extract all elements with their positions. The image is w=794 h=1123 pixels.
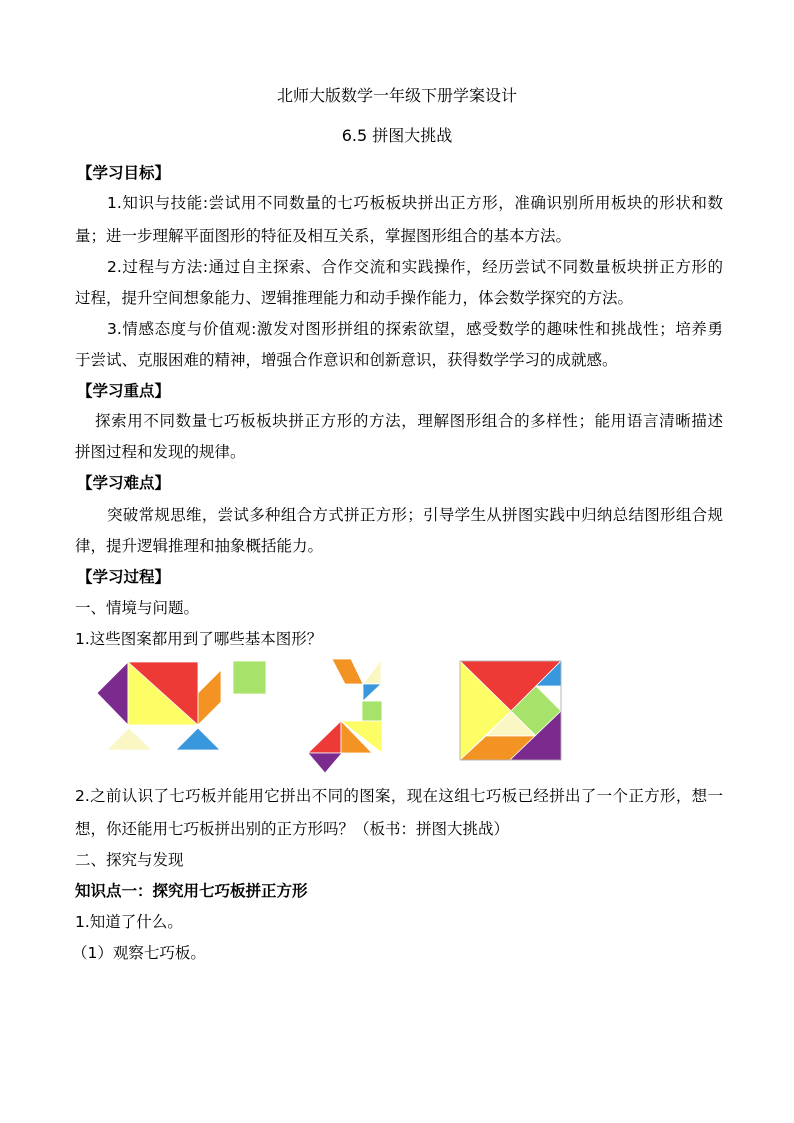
question-2-line-1: 2.之前认识了七巧板并能用它拼出不同的图案，现在这组七巧板已经拼出了一个正方形，想一 <box>75 787 723 805</box>
difficulty-line-2: 律，提升逻辑推理和抽象概括能力。 <box>75 537 324 555</box>
difficulty-line-1: 突破常规思维，尝试多种组合方式拼正方形；引导学生从拼图实践中归纳总结图形组合规 <box>107 506 723 524</box>
key-line-2: 拼图过程和发现的规律。 <box>75 443 246 461</box>
section-1-heading: 一、情境与问题。 <box>75 599 200 617</box>
document-title: 北师大版数学一年级下册学案设计 <box>276 86 517 105</box>
lesson-title: 6.5 拼图大挑战 <box>341 126 453 145</box>
rabbit-cream-triangle <box>363 660 381 684</box>
rooster-orange-parallelogram <box>198 670 221 725</box>
knowledge-point-1: 知识点一：探究用七巧板拼正方形 <box>75 882 308 900</box>
section-2-heading: 二、探究与发现 <box>75 851 184 869</box>
tangram-rabbit-figure <box>306 657 386 775</box>
process-heading: 【学习过程】 <box>77 568 171 586</box>
goals-heading: 【学习目标】 <box>77 164 171 182</box>
goals-item-1-line-2: 量；进一步理解平面图形的特征及相互关系，掌握图形组合的基本方法。 <box>75 227 572 245</box>
rabbit-green-square <box>362 701 382 721</box>
rabbit-orange-parallelogram <box>332 659 363 684</box>
tangram-square-figure <box>459 660 563 761</box>
step-1-item-1: （1）观察七巧板。 <box>72 944 206 962</box>
key-heading: 【学习重点】 <box>77 382 171 400</box>
rabbit-red-triangle <box>308 721 341 753</box>
rabbit-blue-triangle <box>363 684 381 701</box>
key-line-1: 探索用不同数量七巧板板块拼正方形的方法，理解图形组合的多样性；能用语言清晰描述 <box>95 412 723 430</box>
rabbit-purple-triangle <box>308 753 342 773</box>
rooster-blue-triangle <box>176 728 220 750</box>
tangram-rooster-figure <box>96 660 270 752</box>
difficulty-heading: 【学习难点】 <box>77 474 171 492</box>
goals-item-3-line-1: 3.情感态度与价值观:激发对图形拼组的探索欲望，感受数学的趣味性和挑战性；培养勇 <box>107 320 723 338</box>
goals-item-3-line-2: 于尝试、克服困难的精神，增强合作意识和创新意识，获得数学学习的成就感。 <box>75 351 618 369</box>
goals-item-1-line-1: 1.知识与技能:尝试用不同数量的七巧板板块拼出正方形，准确识别所用板块的形状和数 <box>107 194 723 212</box>
rooster-cream-triangle <box>107 728 152 750</box>
rooster-green-square <box>233 661 266 694</box>
question-2-line-2: 想，你还能用七巧板拼出别的正方形吗？（板书：拼图大挑战） <box>75 820 510 838</box>
question-1: 1.这些图案都用到了哪些基本图形？ <box>75 630 323 648</box>
goals-item-2-line-2: 过程，提升空间想象能力、逻辑推理能力和动手操作能力，体会数学探究的方法。 <box>75 289 634 307</box>
goals-item-2-line-1: 2.过程与方法:通过自主探索、合作交流和实践操作，经历尝试不同数量板块拼正方形的 <box>107 258 723 276</box>
rooster-purple-triangle <box>97 662 128 725</box>
step-1: 1.知道了什么。 <box>75 913 183 931</box>
